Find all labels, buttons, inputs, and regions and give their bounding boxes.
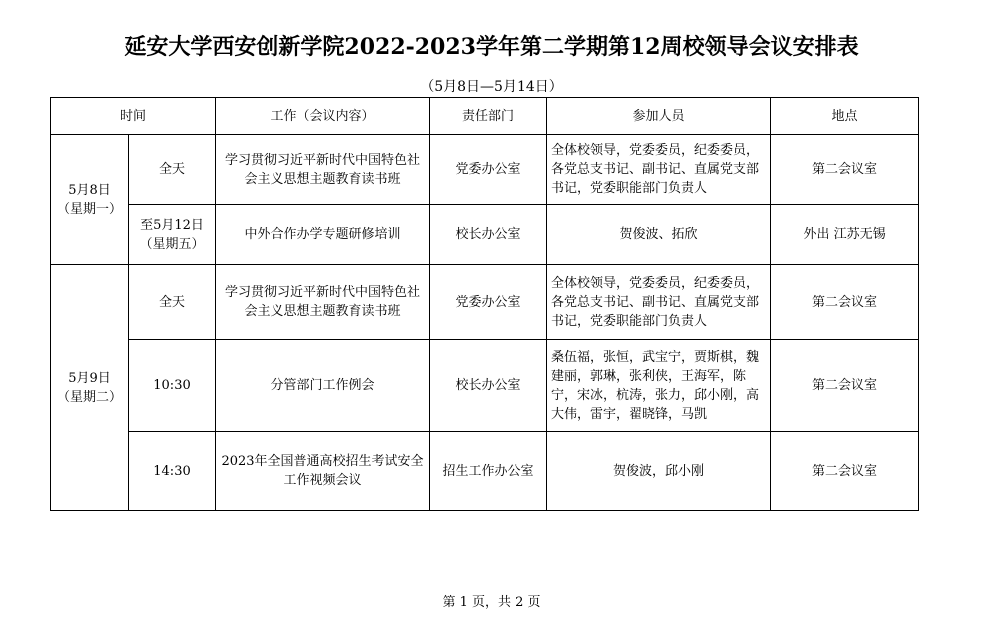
schedule-table [50,97,919,511]
people-cell: 全体校领导，党委委员，纪委委员，各党总支书记、副书记、直属党支部书记，党委职能部门负责人 [547,135,771,205]
table-row [51,265,919,340]
day-weekday: （星期二） [56,389,122,405]
dept-cell: 校长办公室 [430,205,547,265]
place-cell: 第二会议室 [771,432,919,511]
header-place: 地点 [771,98,919,135]
header-work: 工作（会议内容） [216,98,430,135]
time-cell: 10:30 [129,340,216,432]
work-cell: 分管部门工作例会 [216,340,430,432]
dept-cell: 校长办公室 [430,340,547,432]
people-cell: 贺俊波、拓欣 [547,205,771,265]
people-cell: 全体校领导，党委委员，纪委委员，各党总支书记、副书记、直属党支部书记，党委职能部门负责人 [547,265,771,340]
table-row [51,340,919,432]
day-cell [51,135,129,265]
day-date: 5月9日 [68,370,111,386]
work-cell: 学习贯彻习近平新时代中国特色社会主义思想主题教育读书班 [216,135,430,205]
place-cell: 第二会议室 [771,340,919,432]
work-cell: 2023年全国普通高校招生考试安全工作视频会议 [216,432,430,511]
day-cell [51,265,129,511]
table-row [51,432,919,511]
people-cell: 桑伍福，张恒，武宝宁，贾斯棋，魏建丽，郭琳，张利侠，王海军，陈宁，宋冰，杭涛，张力，邱小刚，高大伟，雷宇，翟晓锋，马凯 [547,340,771,432]
place-cell: 第二会议室 [771,135,919,205]
day-date: 5月8日 [68,182,111,198]
header-people: 参加人员 [547,98,771,135]
header-time: 时间 [51,98,216,135]
date-range: （5月8日—5月14日） [420,79,563,95]
place-cell: 外出 江苏无锡 [771,205,919,265]
dept-cell: 招生工作办公室 [430,432,547,511]
header-row [51,98,919,135]
work-cell: 学习贯彻习近平新时代中国特色社会主义思想主题教育读书班 [216,265,430,340]
page-footer: 第 1 页，共 2 页 [442,595,541,610]
dept-cell: 党委办公室 [430,265,547,340]
table-row [51,135,919,205]
time-cell: 全天 [129,265,216,340]
header-dept: 责任部门 [430,98,547,135]
day-weekday: （星期一） [56,201,122,217]
place-cell: 第二会议室 [771,265,919,340]
document-title: 延安大学西安创新学院2022-2023学年第二学期第12周校领导会议安排表 [124,34,859,60]
people-cell: 贺俊波，邱小刚 [547,432,771,511]
dept-cell: 党委办公室 [430,135,547,205]
table-row [51,205,919,265]
time-cell: 至5月12日 （星期五） [129,205,216,265]
time-cell: 14:30 [129,432,216,511]
time-cell: 全天 [129,135,216,205]
work-cell: 中外合作办学专题研修培训 [216,205,430,265]
